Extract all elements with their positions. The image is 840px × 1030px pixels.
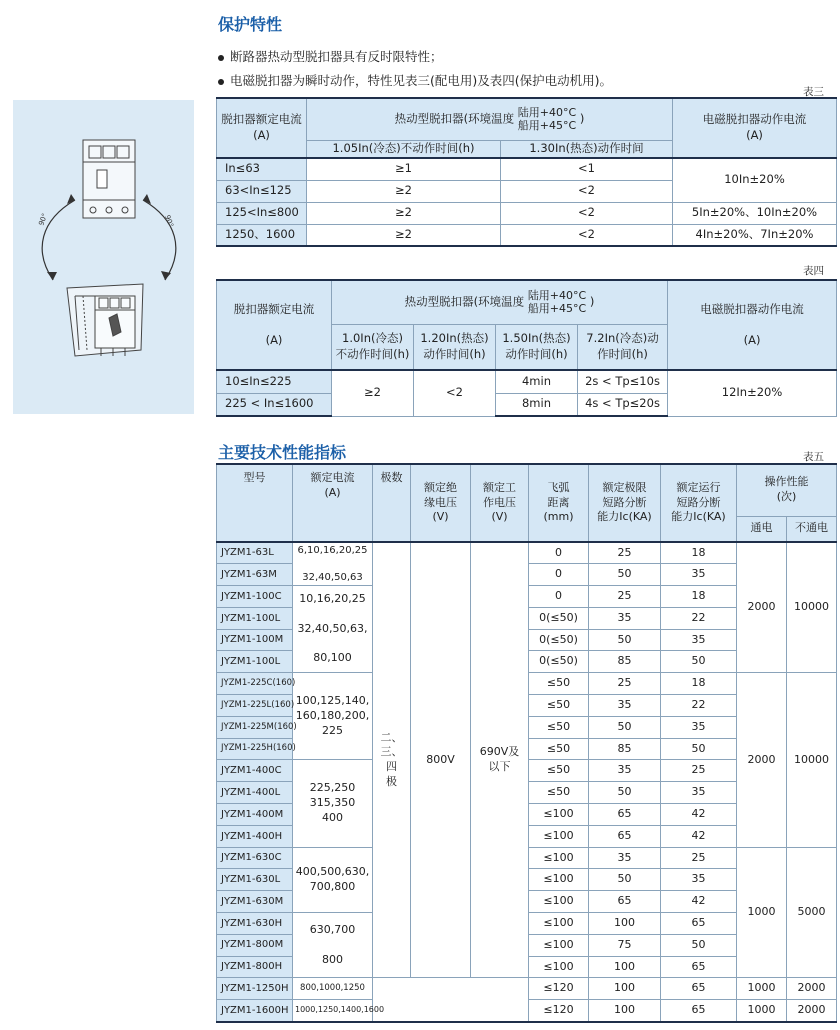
t4-72-value: 4s < Tp≤20s — [578, 393, 668, 416]
t3-row-magnetic: 10In±20% — [673, 158, 837, 202]
t5-arc: 0(≤50) — [529, 607, 589, 629]
t5-model: JYZM1-800H — [217, 956, 293, 978]
t4-header-rated: 脱扣器额定电流 (A) — [217, 280, 332, 370]
t5-ics: 50 — [661, 934, 737, 956]
t4-header-magnetic: 电磁脱扣器动作电流 (A) — [668, 280, 837, 370]
t5-header-op: 操作性能 (次) — [737, 464, 837, 516]
t5-ics: 35 — [661, 716, 737, 738]
t3-row-current: 1250、1600 — [217, 224, 307, 246]
t5-op-off: 2000 — [787, 978, 837, 1000]
angle-right-label: 90° — [163, 213, 175, 229]
t5-arc: 0(≤50) — [529, 651, 589, 673]
t4-header-sub4: 7.2In(冷态)动 作时间(h) — [578, 324, 668, 370]
t4-header-sub3: 1.50In(热态) 动作时间(h) — [496, 324, 578, 370]
t5-ics: 50 — [661, 651, 737, 673]
t5-icu: 25 — [589, 542, 661, 564]
bullet-dot — [218, 55, 224, 61]
t5-op-on: 2000 — [737, 673, 787, 847]
t5-arc: 0(≤50) — [529, 629, 589, 651]
t3-row-current: 125<In≤800 — [217, 202, 307, 224]
t5-model: JYZM1-1600H — [217, 1000, 293, 1022]
t5-ui-blank — [411, 978, 471, 1000]
bullet-thermal: 断路器热动型脱扣器具有反时限特性； — [218, 47, 443, 65]
t5-model: JYZM1-1250H — [217, 978, 293, 1000]
t5-arc: ≤100 — [529, 891, 589, 913]
t5-model: JYZM1-225L(160) — [217, 695, 293, 717]
t5-model: JYZM1-100C — [217, 586, 293, 608]
t5-icu: 50 — [589, 629, 661, 651]
t5-op-on: 1000 — [737, 978, 787, 1000]
t5-model: JYZM1-400L — [217, 782, 293, 804]
t5-header-ui: 额定绝 缘电压 (V) — [411, 464, 471, 542]
t5-icu: 25 — [589, 673, 661, 695]
t3-header-rated: 脱扣器额定电流 (A) — [217, 98, 307, 158]
t4-72-value: 2s < Tp≤10s — [578, 370, 668, 393]
t5-rated-current: 1000,1250,1400,1600 — [293, 1000, 373, 1022]
t5-icu: 100 — [589, 978, 661, 1000]
t4-hot-value: <2 — [414, 370, 496, 416]
rotate-right-arrow — [143, 200, 176, 280]
t5-icu: 25 — [589, 586, 661, 608]
t4-magnetic-value: 12In±20% — [668, 370, 837, 416]
t5-op-off: 2000 — [787, 1000, 837, 1022]
t5-op-off: 5000 — [787, 847, 837, 978]
t5-icu: 50 — [589, 869, 661, 891]
t5-ics: 35 — [661, 782, 737, 804]
t5-model: JYZM1-63M — [217, 564, 293, 586]
t5-model: JYZM1-630H — [217, 913, 293, 935]
t5-model: JYZM1-800M — [217, 934, 293, 956]
table4-tag: 表四 — [803, 265, 824, 277]
t5-model: JYZM1-630C — [217, 847, 293, 869]
t5-model: JYZM1-100L — [217, 651, 293, 673]
breaker-front-icon — [83, 140, 135, 218]
t5-arc: ≤100 — [529, 913, 589, 935]
t5-icu: 50 — [589, 782, 661, 804]
t5-poles-blank — [373, 978, 411, 1000]
t5-arc: ≤120 — [529, 978, 589, 1000]
t5-rated-current: 630,700 800 — [293, 913, 373, 978]
t5-ics: 50 — [661, 738, 737, 760]
rotate-left-arrow — [42, 200, 75, 280]
t5-op-on: 2000 — [737, 542, 787, 673]
t5-arc: ≤50 — [529, 738, 589, 760]
t5-arc: ≤100 — [529, 869, 589, 891]
t5-arc: ≤50 — [529, 695, 589, 717]
bullet-magnetic: 电磁脱扣器为瞬时动作，特性见表三(配电用)及表四(保护电动机用)。 — [218, 71, 612, 89]
t5-arc: ≤120 — [529, 1000, 589, 1022]
t5-header-rated: 额定电流 (A) — [293, 464, 373, 542]
t5-op-on: 1000 — [737, 847, 787, 978]
t5-icu: 35 — [589, 607, 661, 629]
t3-row-magnetic: 5In±20%、10In±20% — [673, 202, 837, 224]
t5-header-arc: 飞弧 距离 (mm) — [529, 464, 589, 542]
t4-150-value: 8min — [496, 393, 578, 416]
table3-tag: 表三 — [803, 86, 824, 98]
t5-rated-current: 800,1000,1250 — [293, 978, 373, 1000]
t5-ics: 35 — [661, 869, 737, 891]
t4-header-sub2: 1.20In(热态) 动作时间(h) — [414, 324, 496, 370]
t5-header-ue: 额定工 作电压 (V) — [471, 464, 529, 542]
t5-rated-current: 6,10,16,20,25 32,40,50,63 — [293, 542, 373, 586]
t5-icu: 100 — [589, 1000, 661, 1022]
t5-ics: 65 — [661, 913, 737, 935]
breaker-installation-illustration — [13, 100, 194, 414]
t5-ics: 42 — [661, 891, 737, 913]
t5-ics: 22 — [661, 607, 737, 629]
t5-icu: 65 — [589, 804, 661, 826]
t5-icu: 100 — [589, 956, 661, 978]
t5-model: JYZM1-630M — [217, 891, 293, 913]
t5-icu: 50 — [589, 564, 661, 586]
t3-row-cold: ≥1 — [307, 158, 501, 180]
t4-header-thermal: 热动型脱扣器(环境温度 陆用+40°C 船用+45°C ) — [332, 280, 668, 324]
t5-ue: 690V及 以下 — [471, 542, 529, 978]
t5-model: JYZM1-225M(160) — [217, 716, 293, 738]
t3-row-hot: <2 — [501, 202, 673, 224]
t5-op-off: 10000 — [787, 673, 837, 847]
bullet-dot — [218, 79, 224, 85]
t5-model: JYZM1-100M — [217, 629, 293, 651]
breaker-diagram-svg — [13, 100, 194, 414]
t5-model: JYZM1-400C — [217, 760, 293, 782]
t5-op-off: 10000 — [787, 542, 837, 673]
t5-model: JYZM1-225H(160) — [217, 738, 293, 760]
t5-header-ics: 额定运行 短路分断 能力Ic(KA) — [661, 464, 737, 542]
t5-model: JYZM1-400H — [217, 825, 293, 847]
table5-tag: 表五 — [803, 451, 824, 463]
t3-row-current: In≤63 — [217, 158, 307, 180]
t5-icu: 35 — [589, 695, 661, 717]
t5-icu: 85 — [589, 651, 661, 673]
t3-row-cold: ≥2 — [307, 202, 501, 224]
t5-arc: ≤50 — [529, 716, 589, 738]
t5-arc: ≤100 — [529, 847, 589, 869]
t5-icu: 75 — [589, 934, 661, 956]
t3-row-hot: <1 — [501, 158, 673, 180]
table5 — [216, 463, 837, 1023]
t5-header-poles: 极数 — [373, 464, 411, 542]
t4-row-current: 225 < In≤1600 — [217, 393, 332, 416]
t5-ics: 65 — [661, 1000, 737, 1022]
t5-arc: 0 — [529, 564, 589, 586]
t5-icu: 100 — [589, 913, 661, 935]
t5-model: JYZM1-100L — [217, 607, 293, 629]
t3-header-sub1: 1.05In(冷态)不动作时间(h) — [307, 140, 501, 158]
t3-row-cold: ≥2 — [307, 224, 501, 246]
t3-header-magnetic: 电磁脱扣器动作电流 (A) — [673, 98, 837, 158]
t5-ics: 35 — [661, 564, 737, 586]
t3-header-sub2: 1.30In(热态)动作时间 — [501, 140, 673, 158]
t4-row-current: 10≤In≤225 — [217, 370, 332, 393]
t5-header-model: 型号 — [217, 464, 293, 542]
t5-ics: 18 — [661, 673, 737, 695]
t5-ics: 22 — [661, 695, 737, 717]
t5-ics: 18 — [661, 586, 737, 608]
t5-ics: 25 — [661, 847, 737, 869]
t5-header-op-off: 不通电 — [787, 516, 837, 542]
t5-ics: 35 — [661, 629, 737, 651]
t5-rated-current: 10,16,20,25 32,40,50,63, 80,100 — [293, 586, 373, 673]
specs-title: 主要技术性能指标 — [218, 443, 347, 462]
t5-op-on: 1000 — [737, 1000, 787, 1022]
t3-row-hot: <2 — [501, 180, 673, 202]
t5-arc: ≤50 — [529, 760, 589, 782]
t5-arc: ≤100 — [529, 934, 589, 956]
t5-icu: 65 — [589, 891, 661, 913]
t5-ue-blank — [471, 1000, 529, 1022]
t5-model: JYZM1-63L — [217, 542, 293, 564]
t5-rated-current: 225,250 315,350 400 — [293, 760, 373, 847]
t5-icu: 65 — [589, 825, 661, 847]
t5-arc: 0 — [529, 542, 589, 564]
t5-rated-current: 400,500,630, 700,800 — [293, 847, 373, 912]
t3-row-magnetic: 4In±20%、7In±20% — [673, 224, 837, 246]
t5-icu: 85 — [589, 738, 661, 760]
t5-ui-blank — [411, 1000, 471, 1022]
t4-header-sub1: 1.0In(冷态) 不动作时间(h) — [332, 324, 414, 370]
t5-model: JYZM1-630L — [217, 869, 293, 891]
t5-arc: ≤100 — [529, 956, 589, 978]
t4-cold-value: ≥2 — [332, 370, 414, 416]
t5-icu: 35 — [589, 847, 661, 869]
breaker-perspective-icon — [67, 284, 143, 356]
t5-arc: ≤100 — [529, 825, 589, 847]
t3-row-hot: <2 — [501, 224, 673, 246]
t5-ics: 42 — [661, 804, 737, 826]
t5-arc: ≤50 — [529, 782, 589, 804]
t5-ue-blank — [471, 978, 529, 1000]
t5-header-icu: 额定极限 短路分断 能力Ic(KA) — [589, 464, 661, 542]
t5-arc: ≤100 — [529, 804, 589, 826]
t5-poles: 二、 三、 四 极 — [373, 542, 411, 978]
table3 — [216, 97, 837, 247]
t5-model: JYZM1-400M — [217, 804, 293, 826]
t5-ui: 800V — [411, 542, 471, 978]
t4-150-value: 4min — [496, 370, 578, 393]
t3-row-current: 63<In≤125 — [217, 180, 307, 202]
angle-left-label: 90° — [37, 212, 50, 227]
t5-model: JYZM1-225C(160) — [217, 673, 293, 695]
t5-header-op-on: 通电 — [737, 516, 787, 542]
t5-ics: 65 — [661, 978, 737, 1000]
table4 — [216, 279, 837, 417]
t5-icu: 35 — [589, 760, 661, 782]
t5-icu: 50 — [589, 716, 661, 738]
t5-rated-current: 100,125,140, 160,180,200, 225 — [293, 673, 373, 760]
t5-arc: 0 — [529, 586, 589, 608]
t5-arc: ≤50 — [529, 673, 589, 695]
t5-ics: 65 — [661, 956, 737, 978]
t5-ics: 25 — [661, 760, 737, 782]
t5-ics: 42 — [661, 825, 737, 847]
t5-ics: 18 — [661, 542, 737, 564]
t3-row-cold: ≥2 — [307, 180, 501, 202]
protection-title: 保护特性 — [218, 15, 283, 34]
t3-header-thermal: 热动型脱扣器(环境温度 陆用+40°C 船用+45°C ) — [307, 98, 673, 140]
